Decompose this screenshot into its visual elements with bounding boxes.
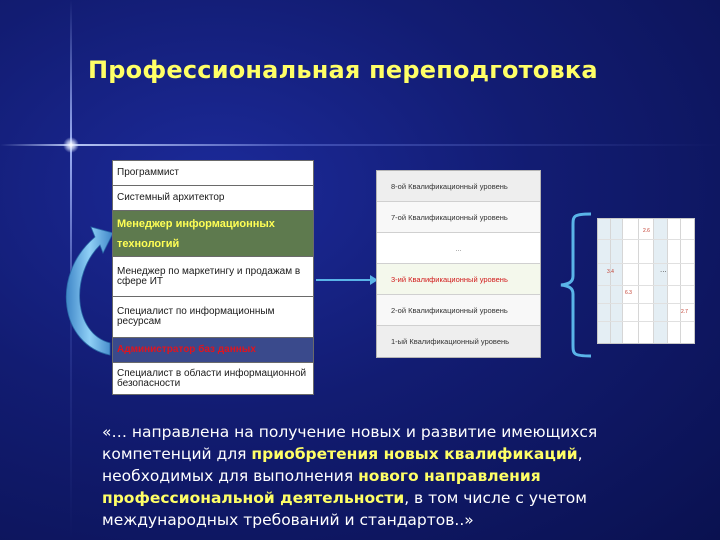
- quote-emphasis: приобретения новых квалификаций: [251, 445, 578, 463]
- curved-arrow-icon: [55, 215, 115, 375]
- sparkle-star-icon: [63, 137, 79, 153]
- qualification-levels-table: [376, 170, 541, 358]
- profession-item: Программист: [112, 160, 314, 186]
- level-row: 2-ой Квалификационный уровень: [377, 295, 540, 326]
- quote-text: , в том числе с учетом международных требований и стандартов..»: [102, 489, 587, 529]
- level-row: 1-ый Квалификационный уровень: [377, 326, 540, 357]
- profession-item: Специалист по информационным ресурсам: [112, 297, 314, 338]
- matrix-ellipsis: ...: [660, 265, 667, 274]
- level-row: 7-ой Квалификационный уровень: [377, 202, 540, 233]
- level-row: 8-ой Квалификационный уровень: [377, 171, 540, 202]
- matrix-cell-label: 2.6: [643, 228, 650, 234]
- level-row-ellipsis: ...: [377, 233, 540, 264]
- quote-text: , необходимых для выполнения: [102, 445, 583, 485]
- profession-item-red: Администратор баз данных: [112, 338, 314, 363]
- bracket-arrow-icon: [559, 212, 595, 358]
- profession-item: Специалист в области информационной безопасности: [112, 363, 314, 395]
- profession-item-highlighted: Менеджер информационных технологий: [112, 211, 314, 257]
- competency-matrix: [597, 218, 695, 344]
- definition-quote: [102, 421, 622, 531]
- quote-emphasis: нового направления профессиональной деятельности: [102, 467, 541, 507]
- sparkle-horizontal-line: [0, 144, 720, 146]
- arrow-right-icon: [316, 268, 380, 292]
- profession-item: Менеджер по маркетингу и продажам в сфере ИТ: [112, 257, 314, 297]
- matrix-cell-label: 3.4: [607, 269, 614, 275]
- profession-list: [112, 160, 314, 395]
- matrix-cell-label: 2.7: [681, 309, 688, 315]
- profession-item: Системный архитектор: [112, 186, 314, 211]
- quote-text: «… направлена на получение новых и развитие имеющихся компетенций для: [102, 423, 598, 463]
- slide-title: Профессиональная переподготовка: [88, 56, 598, 84]
- matrix-cell-label: 6.3: [625, 290, 632, 296]
- level-row-highlighted: 3-ий Квалификационный уровень: [377, 264, 540, 295]
